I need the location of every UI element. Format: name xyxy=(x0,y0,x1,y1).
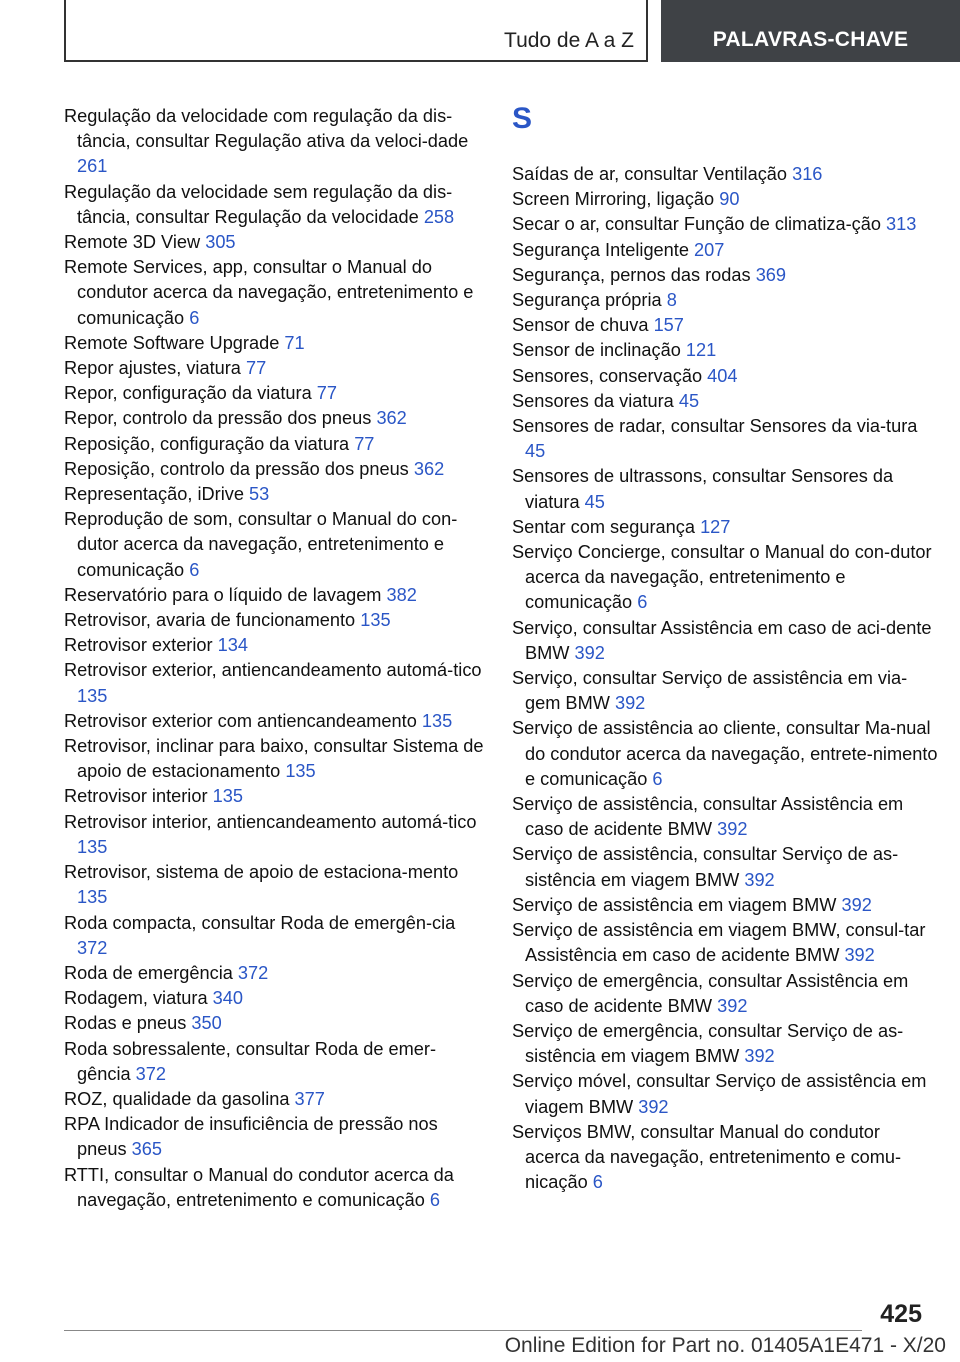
index-page-link[interactable]: 157 xyxy=(653,315,684,336)
index-page-link[interactable]: 392 xyxy=(574,642,605,663)
index-page-link[interactable]: 8 xyxy=(666,290,677,311)
index-page-link[interactable]: 53 xyxy=(249,484,270,505)
index-page-link[interactable]: 135 xyxy=(285,761,316,782)
index-right-column xyxy=(512,104,938,1195)
index-entry xyxy=(512,792,938,842)
index-page-link[interactable]: 261 xyxy=(77,156,108,177)
index-entry xyxy=(64,810,484,860)
index-entry xyxy=(64,1163,484,1213)
index-entry xyxy=(512,187,938,212)
index-page-link[interactable]: 340 xyxy=(212,988,243,1009)
index-page-link[interactable]: 77 xyxy=(245,358,267,379)
index-entry-text: Reprodução de som, consultar o Manual do con-dutor acerca da navegação, entretenimento e comunicação xyxy=(64,509,458,580)
index-entry-text: Retrovisor exterior xyxy=(64,635,213,656)
index-page-link[interactable]: 392 xyxy=(744,1046,775,1067)
index-entry-text: Reposição, controlo da pressão dos pneus xyxy=(64,458,409,479)
index-page-link[interactable]: 121 xyxy=(685,340,717,361)
index-entry-text: Retrovisor exterior com antiencandeamento xyxy=(64,710,417,731)
index-entry-text: Serviço de assistência em viagem BMW, consul-tar Assistência em caso de acidente BMW xyxy=(512,920,926,966)
index-entry-text: Sensores, conservação xyxy=(512,365,703,386)
index-page-link[interactable]: 369 xyxy=(755,264,787,285)
index-entry-list xyxy=(512,162,938,1195)
index-entry-text: Retrovisor interior, antiencandeamento automá-tico xyxy=(64,811,477,832)
index-page-link[interactable]: 207 xyxy=(694,239,725,260)
index-entry xyxy=(64,356,484,381)
index-page-link[interactable]: 350 xyxy=(191,1013,222,1034)
index-entry xyxy=(64,784,484,809)
index-page-link[interactable]: 258 xyxy=(423,206,455,227)
index-page-link[interactable]: 127 xyxy=(700,516,731,537)
index-entry xyxy=(64,860,484,910)
index-page-link[interactable]: 71 xyxy=(284,332,305,353)
index-entry xyxy=(512,288,938,313)
index-page-link[interactable]: 362 xyxy=(376,408,407,429)
index-entry-text: Serviço de assistência em viagem BMW xyxy=(512,894,837,915)
index-entry-text: Rodas e pneus xyxy=(64,1013,187,1034)
index-page-link[interactable]: 45 xyxy=(584,491,605,512)
index-entry xyxy=(64,633,484,658)
index-entry-text: Secar o ar, consultar Função de climatiza-ção xyxy=(512,214,881,235)
index-page-link[interactable]: 45 xyxy=(525,441,546,462)
index-entry xyxy=(64,406,484,431)
index-page-link[interactable]: 135 xyxy=(421,710,453,731)
index-entry xyxy=(512,842,938,892)
index-letter-heading: S xyxy=(512,102,533,135)
index-entry xyxy=(64,709,484,734)
index-page-link[interactable]: 305 xyxy=(205,232,236,253)
index-page-link[interactable]: 392 xyxy=(717,995,748,1016)
index-page-link[interactable]: 77 xyxy=(316,383,338,404)
index-entry xyxy=(512,1019,938,1069)
index-entry xyxy=(64,1011,484,1036)
index-entry-text: Sensor de inclinação xyxy=(512,340,681,361)
index-entry xyxy=(512,238,938,263)
index-page-link[interactable]: 6 xyxy=(637,592,648,613)
index-page-link[interactable]: 313 xyxy=(886,214,917,235)
index-entry-text: Retrovisor, sistema de apoio de estaciona-mento xyxy=(64,862,459,883)
index-entry-text: Serviço de assistência, consultar Assistência em caso de acidente BMW xyxy=(512,794,904,840)
index-entry xyxy=(64,331,484,356)
index-entry xyxy=(64,1112,484,1162)
index-page-link[interactable]: 135 xyxy=(360,610,391,631)
index-page-link[interactable]: 135 xyxy=(77,685,108,706)
index-entry-text: RTTI, consultar o Manual do condutor acerca da navegação, entretenimento e comunicação xyxy=(64,1164,454,1210)
index-entry-text: Segurança própria xyxy=(512,290,662,311)
index-entry xyxy=(512,414,938,464)
index-entry xyxy=(64,457,484,482)
header-tab xyxy=(661,0,960,62)
index-page-link[interactable]: 372 xyxy=(135,1063,167,1084)
index-entry-text: Serviço, consultar Serviço de assistência em via-gem BMW xyxy=(512,668,908,714)
index-entry xyxy=(64,658,484,708)
index-entry xyxy=(64,482,484,507)
index-entry xyxy=(512,893,938,918)
index-page-link[interactable]: 77 xyxy=(354,433,375,454)
index-entry xyxy=(512,162,938,187)
index-entry-text: Rodagem, viatura xyxy=(64,988,208,1009)
index-page-link[interactable]: 392 xyxy=(614,693,646,714)
index-entry xyxy=(64,180,484,230)
index-page-link[interactable]: 392 xyxy=(844,945,875,966)
index-page-link[interactable]: 90 xyxy=(719,189,740,210)
header-tab-label: PALAVRAS-CHAVE xyxy=(712,28,909,51)
index-entry xyxy=(512,666,938,716)
index-entry-text: Sentar com segurança xyxy=(512,516,695,537)
index-page-link[interactable]: 135 xyxy=(212,786,243,807)
index-entry-text: Retrovisor, avaria de funcionamento xyxy=(64,610,356,631)
index-page-link[interactable]: 382 xyxy=(386,584,417,605)
index-entry xyxy=(512,969,938,1019)
index-entry-text: Segurança, pernos das rodas xyxy=(512,264,751,285)
index-entry xyxy=(512,338,938,363)
index-entry-text: Repor, controlo da pressão dos pneus xyxy=(64,408,372,429)
index-page-link[interactable]: 6 xyxy=(652,768,663,789)
index-entry xyxy=(512,389,938,414)
index-entry-text: Roda sobressalente, consultar Roda de emer-gência xyxy=(64,1038,437,1084)
index-page-link[interactable]: 392 xyxy=(841,894,872,915)
index-entry-text: Retrovisor, inclinar para baixo, consultar Sistema de apoio de estacionamento xyxy=(64,736,484,782)
index-left-column xyxy=(64,104,484,1213)
index-entry-text: Screen Mirroring, ligação xyxy=(512,189,715,210)
index-entry xyxy=(512,716,938,792)
index-entry-text: Roda de emergência xyxy=(64,962,233,983)
index-page-link[interactable]: 392 xyxy=(744,869,775,890)
index-entry xyxy=(512,540,938,616)
index-entry xyxy=(512,263,938,288)
index-entry-text: Roda compacta, consultar Roda de emergên-cia xyxy=(64,912,456,933)
index-entry-text: Segurança Inteligente xyxy=(512,239,689,260)
index-entry-text: Sensores de ultrassons, consultar Sensores da viatura xyxy=(512,466,894,512)
page-number: 425 xyxy=(880,1300,922,1328)
index-entry xyxy=(64,104,484,180)
index-entry-text: Remote Services, app, consultar o Manual do condutor acerca da navegação, entretenimento e comunicação xyxy=(64,257,474,328)
index-entry xyxy=(64,255,484,331)
index-entry-text: Saídas de ar, consultar Ventilação xyxy=(512,164,788,184)
index-entry xyxy=(512,364,938,389)
index-entry-text: ROZ, qualidade da gasolina xyxy=(64,1088,290,1109)
index-entry-text: Sensores de radar, consultar Sensores da via-tura xyxy=(512,416,918,437)
index-page-link[interactable]: 6 xyxy=(189,307,200,328)
index-page-link[interactable]: 372 xyxy=(237,962,269,983)
index-entry-text: Reposição, configuração da viatura xyxy=(64,433,350,454)
index-entry-text: Remote 3D View xyxy=(64,232,201,253)
index-page-link[interactable]: 45 xyxy=(678,390,700,411)
index-entry xyxy=(64,608,484,633)
index-entry xyxy=(512,918,938,968)
footer-divider xyxy=(64,1330,862,1331)
index-entry xyxy=(512,212,938,237)
index-entry-text: Serviço de emergência, consultar Assistência em caso de acidente BMW xyxy=(512,970,909,1016)
index-entry-text: Sensor de chuva xyxy=(512,315,649,336)
index-entry-text: RPA Indicador de insuficiência de pressão nos pneus xyxy=(64,1114,438,1160)
index-page-link[interactable]: 377 xyxy=(294,1088,325,1109)
index-entry xyxy=(512,313,938,338)
index-page-link[interactable]: 392 xyxy=(717,819,748,840)
index-page-link[interactable]: 6 xyxy=(429,1189,440,1210)
header-section-title: Tudo de A a Z xyxy=(504,29,634,52)
index-entry xyxy=(64,381,484,406)
index-entry xyxy=(512,616,938,666)
index-entry xyxy=(64,734,484,784)
index-entry xyxy=(512,464,938,514)
index-page-link[interactable]: 404 xyxy=(707,365,738,386)
index-page-link[interactable]: 135 xyxy=(77,836,108,857)
header-section-box xyxy=(64,0,648,62)
index-entry-text: Reservatório para o líquido de lavagem xyxy=(64,584,382,605)
index-page-link[interactable]: 316 xyxy=(792,164,823,184)
index-entry-text: Sensores da viatura xyxy=(512,390,674,411)
index-entry-text: Serviço móvel, consultar Serviço de assistência em viagem BMW xyxy=(512,1071,927,1117)
index-entry xyxy=(512,515,938,540)
index-entry xyxy=(64,961,484,986)
index-entry-text: Serviços BMW, consultar Manual do condutor acerca da navegação, entretenimento e comu-nicação xyxy=(512,1121,902,1193)
index-entry-text: Retrovisor exterior, antiencandeamento automá-tico xyxy=(64,660,482,681)
index-page-link[interactable]: 6 xyxy=(189,559,200,580)
index-entry xyxy=(64,583,484,608)
index-entry-text: Serviço, consultar Assistência em caso de aci-dente BMW xyxy=(512,617,932,663)
index-entry xyxy=(64,1087,484,1112)
index-entry-text: Regulação da velocidade com regulação da dis-tância, consultar Regulação ativa da veloci-dade xyxy=(64,106,469,152)
index-entry xyxy=(512,1069,938,1119)
index-entry-text: Repor, configuração da viatura xyxy=(64,383,312,404)
index-entry-text: Serviço de emergência, consultar Serviço de as-sistência em viagem BMW xyxy=(512,1020,904,1067)
index-entry-text: Serviço Concierge, consultar o Manual do con-dutor acerca da navegação, entretenimento e comunicação xyxy=(512,542,932,613)
index-entry xyxy=(64,507,484,583)
index-entry xyxy=(64,911,484,961)
index-entry-text: Representação, iDrive xyxy=(64,484,244,505)
index-page-link[interactable]: 392 xyxy=(638,1096,669,1117)
index-entry xyxy=(512,1120,938,1196)
index-entry-text: Remote Software Upgrade xyxy=(64,332,280,353)
index-entry xyxy=(64,230,484,255)
index-entry-text: Retrovisor interior xyxy=(64,786,208,807)
index-page-link[interactable]: 372 xyxy=(77,937,108,958)
index-entry-text: Serviço de assistência, consultar Serviço de as-sistência em viagem BMW xyxy=(512,844,899,890)
index-entry xyxy=(64,432,484,457)
index-entry-text: Serviço de assistência ao cliente, consultar Ma-nual do condutor acerca da navegação, entrete-nimento e comunicação xyxy=(512,718,938,789)
index-page-link[interactable]: 135 xyxy=(77,887,108,908)
index-entry xyxy=(64,1037,484,1087)
index-entry-text: Repor ajustes, viatura xyxy=(64,358,241,379)
index-entry-text: Regulação da velocidade sem regulação da dis-tância, consultar Regulação da velocidade xyxy=(64,181,453,227)
index-page-link[interactable]: 6 xyxy=(592,1172,603,1193)
index-page-link[interactable]: 362 xyxy=(413,458,445,479)
index-entry xyxy=(64,986,484,1011)
index-page-link[interactable]: 365 xyxy=(131,1139,162,1160)
index-page-link[interactable]: 134 xyxy=(217,635,248,656)
footer-edition: Online Edition for Part no. 01405A1E471 - X/20 xyxy=(504,1334,946,1357)
